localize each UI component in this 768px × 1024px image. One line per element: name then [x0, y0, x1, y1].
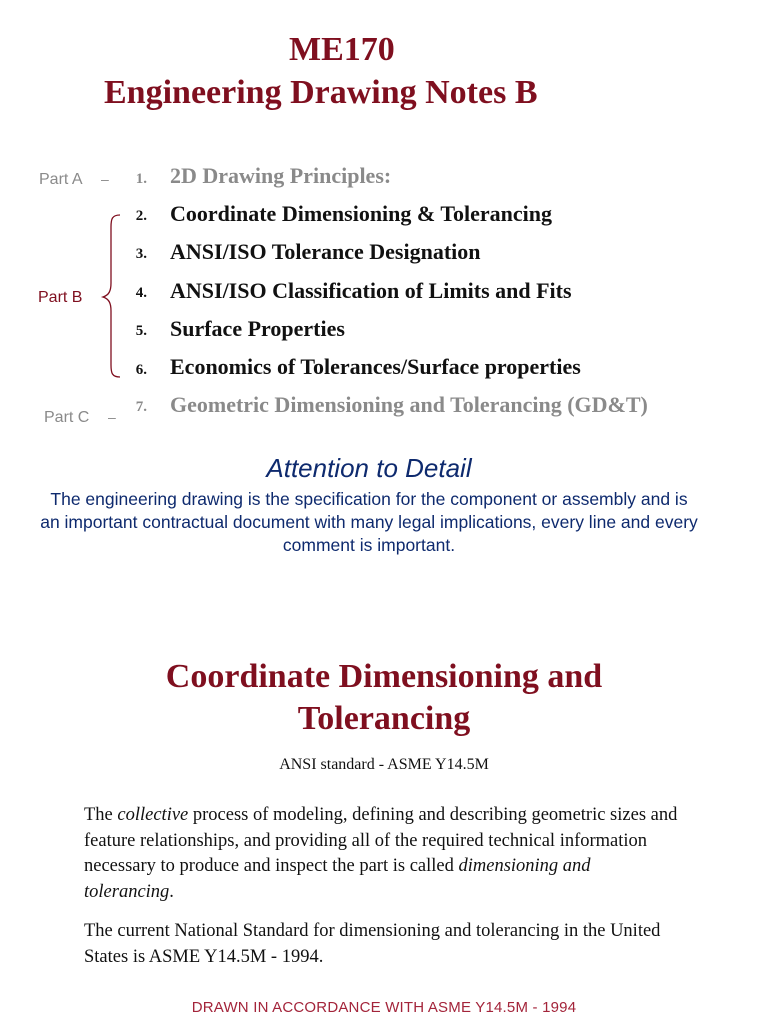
- section-title: Coordinate Dimensioning and Tolerancing: [165, 658, 603, 737]
- list-item-number: 4.: [135, 285, 147, 301]
- list-item: Surface Properties: [170, 316, 345, 341]
- list-item-number: 1.: [135, 171, 147, 187]
- part-b-brace-icon: [100, 213, 122, 379]
- emphasis-dimensioning: dimensioning and tolerancing: [84, 856, 591, 902]
- emphasis-collective: collective: [117, 805, 189, 825]
- standard-paragraph: The current National Standard for dimensioning and tolerancing in the United States is ASME Y14.5M - 1994.: [84, 921, 661, 967]
- list-item-number: 6.: [135, 362, 147, 378]
- list-item: ANSI/ISO Classification of Limits and Fits: [170, 278, 572, 303]
- part-a-label: Part A: [39, 171, 83, 188]
- footer-note: DRAWN IN ACCORDANCE WITH ASME Y14.5M - 1994: [191, 999, 577, 1016]
- part-c-dash: –: [108, 409, 116, 425]
- para-text: .: [169, 881, 174, 902]
- list-item-number: 7.: [135, 399, 147, 415]
- part-c-label: Part C: [44, 409, 90, 426]
- list-item: Economics of Tolerances/Surface properties: [170, 354, 581, 379]
- page-title-course: ME170: [289, 31, 395, 68]
- list-item: Geometric Dimensioning and Tolerancing (GD&T): [170, 392, 648, 417]
- part-a-dash: –: [101, 171, 109, 187]
- definition-paragraph: [84, 803, 684, 905]
- list-item-number: 5.: [135, 323, 147, 339]
- page-title: Engineering Drawing Notes B: [104, 74, 538, 111]
- part-b-label: Part B: [38, 289, 83, 306]
- list-item-number: 3.: [135, 246, 147, 262]
- attention-body: The engineering drawing is the specification for the component or assembly and is an important contractual document with many legal implications, every line and every comment is important.: [40, 489, 698, 555]
- list-item: ANSI/ISO Tolerance Designation: [170, 239, 481, 264]
- para-text: process of modeling, defining and describing geometric sizes and feature relationships, and providing all of the required technical information necessary to produce and inspect the part is called: [84, 805, 678, 876]
- para-text: The: [84, 805, 118, 825]
- list-item: Coordinate Dimensioning & Tolerancing: [170, 201, 552, 226]
- attention-heading: Attention to Detail: [266, 453, 472, 483]
- standard-subtitle: ANSI standard - ASME Y14.5M: [279, 756, 489, 773]
- list-item: 2D Drawing Principles:: [170, 163, 392, 188]
- list-item-number: 2.: [135, 208, 147, 224]
